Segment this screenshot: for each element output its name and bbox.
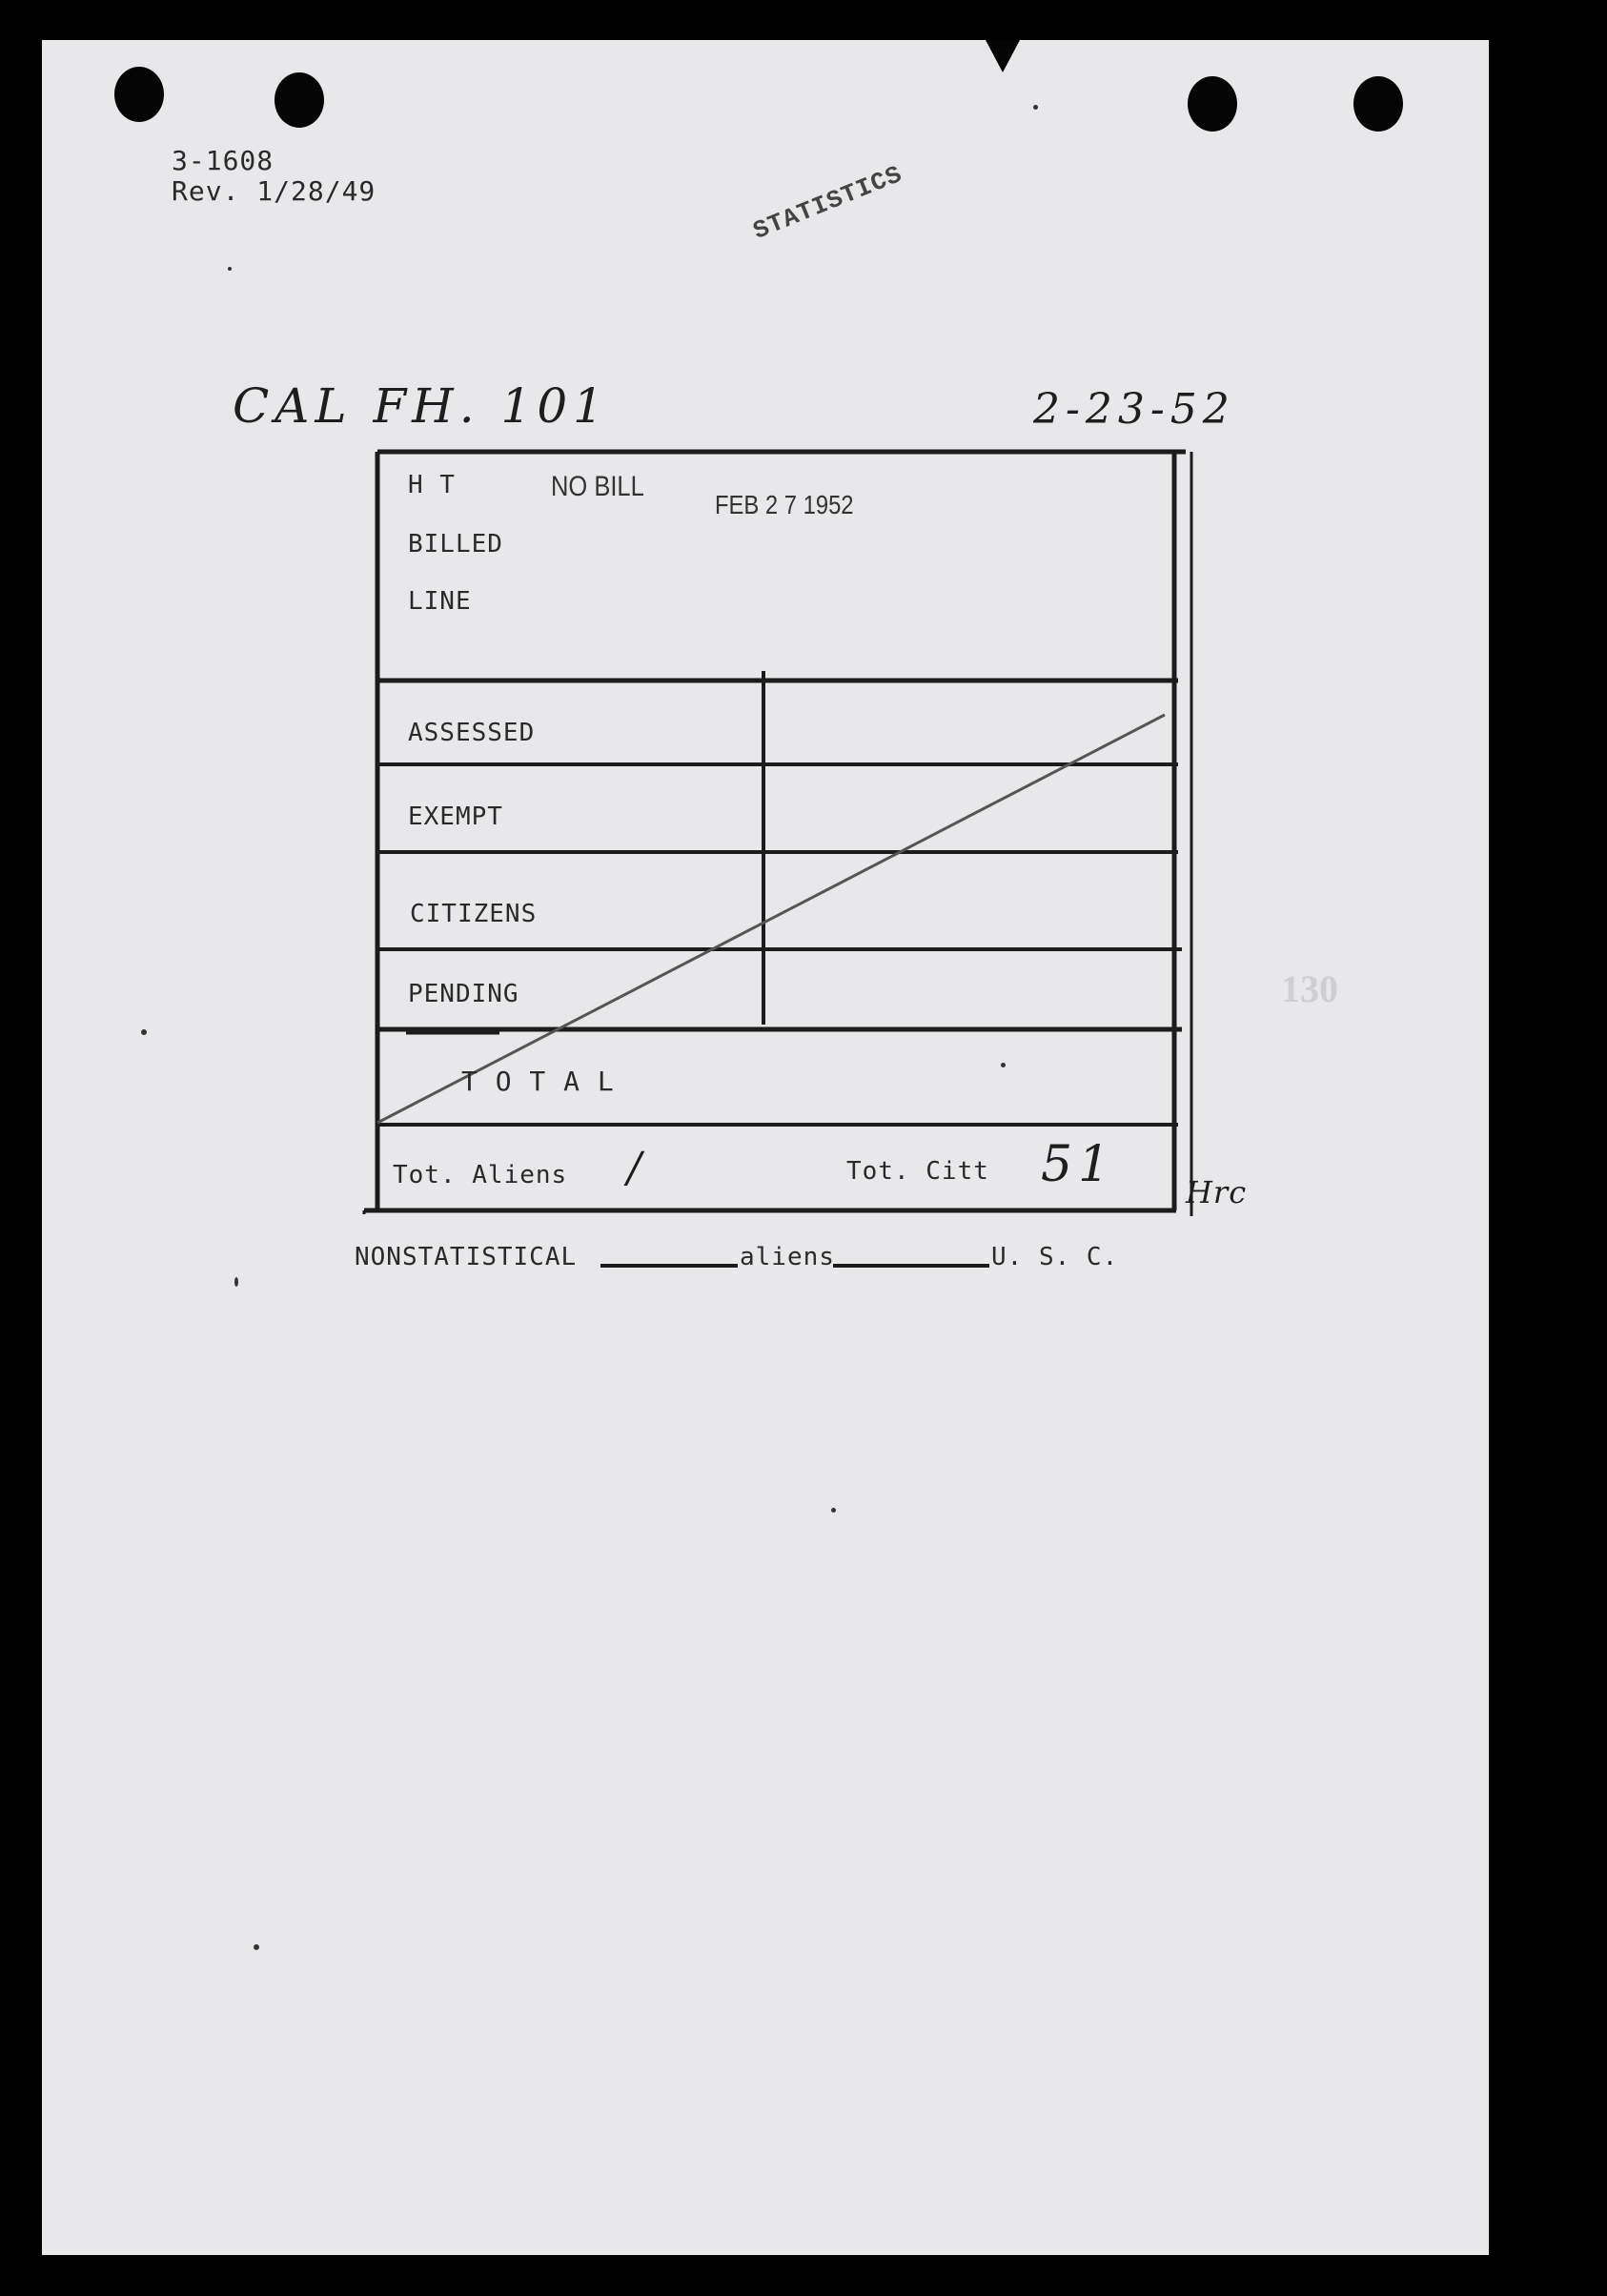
row-citizens: CITIZENS (410, 900, 538, 928)
speck (1033, 105, 1038, 110)
label-billed: BILLED (408, 530, 503, 559)
nonstatistical-label: NONSTATISTICAL (355, 1243, 578, 1271)
punch-hole (1188, 76, 1237, 132)
label-line: LINE (408, 587, 472, 616)
statistics-stamp: STATISTICS (749, 159, 907, 246)
row-total: T O T A L (461, 1066, 615, 1097)
form-box (42, 40, 1489, 2255)
tot-aliens-label: Tot. Aliens (393, 1161, 568, 1189)
speck (831, 1508, 836, 1513)
speck (234, 1277, 238, 1287)
handwritten-vessel: CAL FH. 101 (233, 378, 609, 434)
document-page (42, 40, 1489, 2255)
received-date-stamp: FEB 2 7 1952 (715, 490, 854, 519)
row-exempt: EXEMPT (408, 803, 503, 831)
speck (254, 1944, 259, 1950)
speck (1001, 1063, 1006, 1067)
no-bill-stamp: NO BILL (551, 471, 644, 502)
tot-aliens-value: / (627, 1144, 647, 1192)
row-pending: PENDING (408, 980, 519, 1008)
usc-label: U. S. C. (991, 1243, 1119, 1271)
speck (141, 1029, 147, 1035)
speck (228, 267, 232, 271)
punch-hole (1353, 76, 1403, 132)
aliens-label: aliens (740, 1243, 835, 1271)
label-ht: H T (408, 471, 456, 499)
tot-citizens-label: Tot. Citt (846, 1157, 989, 1186)
tot-citizens-value: 51 (1041, 1136, 1116, 1193)
form-number: 3-1608 (172, 145, 275, 176)
punch-hole (114, 67, 164, 122)
form-revision: Rev. 1/28/49 (172, 175, 376, 207)
torn-notch (986, 40, 1020, 72)
handwritten-date: 2-23-52 (1033, 385, 1235, 434)
handwritten-initials: Hrc (1186, 1174, 1248, 1210)
punch-hole (275, 72, 324, 128)
bleed-through-number: 130 (1281, 967, 1338, 1010)
row-assessed: ASSESSED (408, 719, 536, 747)
